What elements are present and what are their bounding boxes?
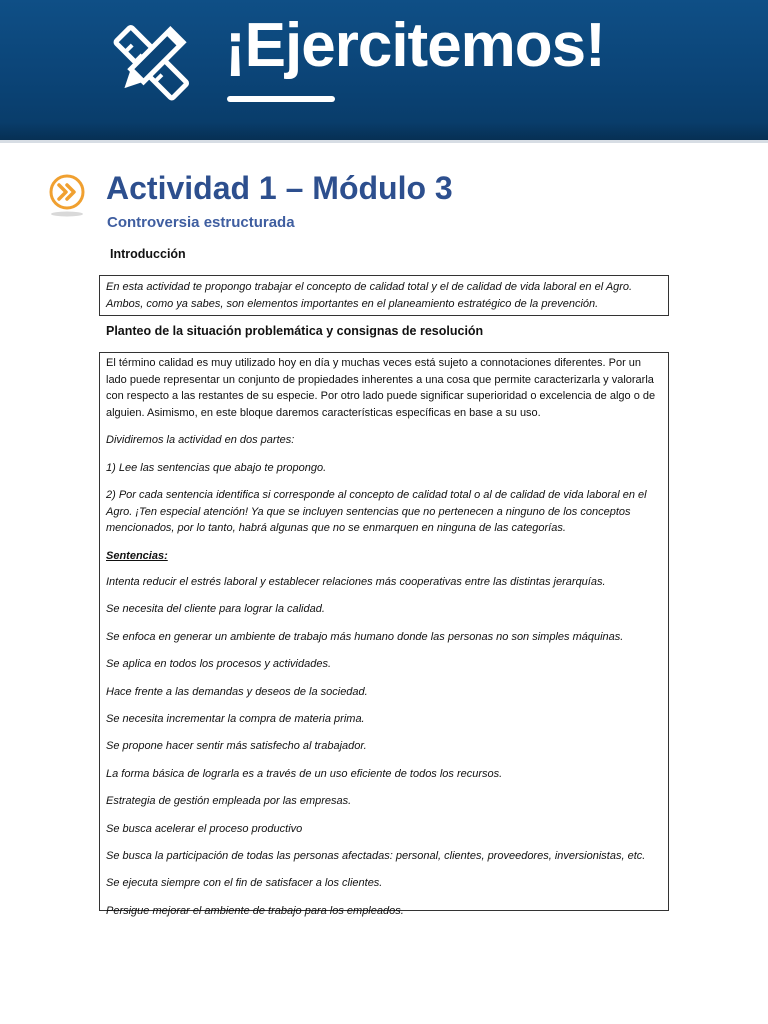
double-chevron-right-icon [48, 172, 88, 218]
header-banner [0, 0, 768, 140]
sentence-item: Persigue mejorar el ambiente de trabajo para los empleados. [106, 904, 404, 917]
sentence-item: Se ejecuta siempre con el fin de satisfacer a los clientes. [106, 877, 383, 890]
activity-subtitle: Controversia estructurada [107, 214, 295, 231]
instruction-item: 2) Por cada sentencia identifica si corresponde al concepto de calidad total o al de calidad de vida laboral en el Agro. ¡Ten especial atención! Ya que se incluyen sentencias que no pertenecen a ninguno de los conceptos mencionados, por lo tanto, habrá algunas que no se enmarquen en ninguna de las categorías. [106, 489, 647, 534]
sentences-heading: Sentencias: [106, 549, 168, 562]
instruction-item: 1) Lee las sentencias que abajo te propongo. [106, 461, 327, 474]
intro-box [99, 275, 669, 316]
sentence-item: Se necesita del cliente para lograr la calidad. [106, 603, 325, 616]
sentence-item: Se enfoca en generar un ambiente de trabajo más humano donde las personas no son simples máquinas. [106, 630, 624, 643]
instruction-item: Dividiremos la actividad en dos partes: [106, 434, 295, 446]
sentence-item: Se busca acelerar el proceso productivo [106, 822, 303, 835]
ruler-pencil-icon [110, 20, 194, 104]
sentence-item: Intenta reducir el estrés laboral y establecer relaciones más cooperativas entre las distintas jerarquías. [106, 576, 606, 588]
intro-heading: Introducción [110, 247, 186, 261]
sentence-item: Hace frente a las demandas y deseos de la sociedad. [106, 685, 368, 698]
situation-heading: Planteo de la situación problemática y consignas de resolución [106, 324, 484, 338]
banner-underline [227, 96, 335, 102]
banner-title: ¡Ejercitemos! [225, 11, 605, 80]
sentence-item: Se propone hacer sentir más satisfecho al trabajador. [106, 740, 367, 753]
activity-title: Actividad 1 – Módulo 3 [106, 170, 453, 206]
sentence-item: La forma básica de lograrla es a través de un uso eficiente de todos los recursos. [106, 767, 503, 780]
sentence-item: Se busca la participación de todas las personas afectadas: personal, clientes, proveedores, inversionistas, etc. [106, 849, 646, 862]
situation-box [99, 352, 669, 917]
intro-text: En esta actividad te propongo trabajar el concepto de calidad total y el de calidad de vida laboral en el Agro. Ambos, como ya sabes, son elementos importantes en el planeamiento estratégico de la prevención. [106, 281, 633, 310]
sentence-item: Estrategia de gestión empleada por las empresas. [106, 795, 352, 808]
situation-paragraph: El término calidad es muy utilizado hoy en día y muchas veces está sujeto a connotaciones diferentes. Por un lado puede representar un conjunto de propiedades inherentes a una cosa que permite caracterizarla y valorarla con respecto a las restantes de su especie. Por otro lado puede significar superioridad o excelencia de algo o de alguien. Asimismo, en este bloque daremos características específicas en base a su uso. [106, 357, 656, 419]
sentence-item: Se necesita incrementar la compra de materia prima. [106, 712, 365, 725]
sentence-item: Se aplica en todos los procesos y actividades. [106, 658, 332, 671]
header-divider [0, 140, 768, 143]
